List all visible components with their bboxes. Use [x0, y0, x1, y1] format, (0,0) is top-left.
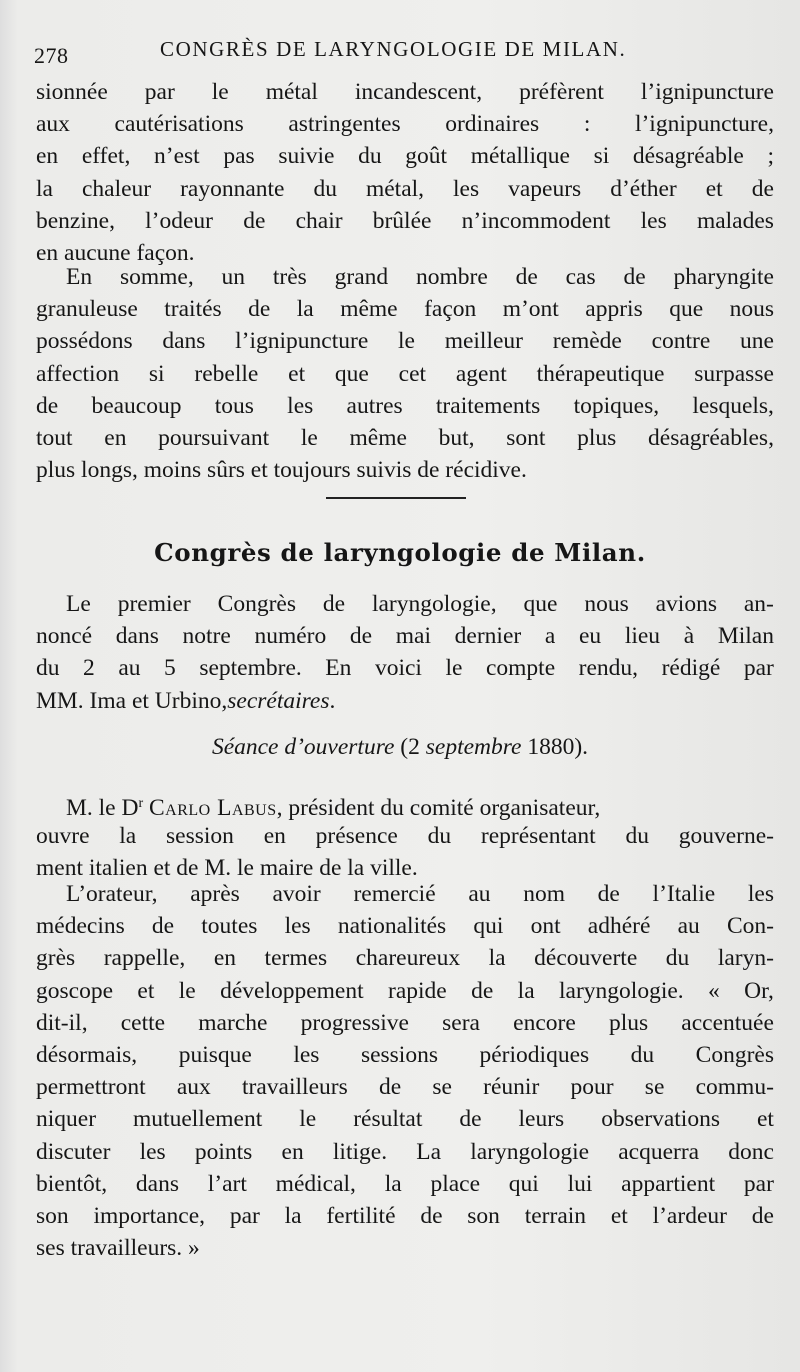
word: se: [432, 1074, 452, 1101]
word: autres: [346, 392, 403, 419]
word: par: [144, 79, 175, 105]
word: tous: [214, 392, 254, 419]
word: sessions: [360, 1041, 438, 1068]
word: discuter: [36, 1138, 111, 1165]
text-line: [36, 588, 774, 620]
session-date-part: (2: [394, 734, 426, 760]
word: traités: [164, 296, 222, 323]
word: du: [313, 175, 337, 202]
word: n’est: [154, 143, 200, 170]
text-line: [36, 358, 774, 390]
word: acquerra: [618, 1138, 700, 1165]
word: de: [151, 913, 175, 940]
session-month: septembre: [425, 734, 522, 760]
word: n’incommodent: [461, 207, 611, 234]
word: plus: [577, 424, 617, 451]
paragraph-continuation: [36, 76, 774, 269]
word: en: [36, 143, 59, 170]
word: si: [593, 143, 610, 170]
word: façon: [424, 296, 477, 323]
word: sont: [506, 424, 546, 451]
text-line: [36, 652, 774, 684]
word: cet: [398, 360, 427, 387]
word: Congrès: [217, 591, 296, 617]
text-line: [36, 325, 774, 357]
word: goscope: [36, 977, 114, 1004]
word: l’odeur: [145, 207, 214, 234]
paragraph-intro: [36, 588, 774, 717]
word: rebelle: [194, 360, 259, 387]
word: dernier: [454, 623, 522, 650]
word: adhéré: [587, 913, 651, 940]
word: développement: [220, 977, 364, 1004]
word: 5: [164, 655, 176, 682]
word: de: [623, 264, 646, 290]
word: désormais,: [36, 1041, 138, 1068]
word: permettront: [36, 1074, 146, 1101]
word: rendu,: [578, 655, 639, 682]
word: du: [625, 823, 649, 850]
text-line: [36, 140, 774, 172]
word: métallique: [470, 143, 570, 170]
word: agent: [455, 360, 507, 387]
word: «: [708, 977, 720, 1004]
word: au: [468, 881, 491, 907]
word: plus: [608, 1009, 649, 1036]
word: les: [747, 881, 774, 907]
word: but,: [438, 424, 475, 451]
text-line: ses travailleurs. »: [36, 1235, 200, 1262]
word: traitements: [435, 392, 541, 419]
word: métal: [265, 79, 318, 105]
word: le: [445, 655, 463, 682]
word: réunir: [483, 1074, 540, 1101]
word: compte: [485, 655, 556, 682]
word: premier: [117, 591, 191, 617]
session-title: Séance d’ouverture: [211, 734, 395, 760]
running-head: CONGRÈS DE LARYNGOLOGIE DE MILAN.: [160, 37, 627, 61]
word: mai: [395, 623, 432, 650]
text-line: [36, 76, 774, 108]
word: et: [137, 977, 155, 1004]
word: pharyngite: [673, 264, 774, 290]
person-name: Carlo Labus: [149, 795, 277, 821]
word: pas: [223, 143, 255, 170]
word: session: [166, 823, 234, 850]
word: Con-: [726, 913, 774, 940]
word: de: [459, 1106, 482, 1133]
section-divider: [326, 497, 466, 499]
word: topiques,: [573, 392, 660, 419]
word: fertilité: [326, 1202, 396, 1229]
page-number: 278: [34, 43, 69, 68]
word: lui: [567, 1170, 593, 1197]
word: de: [515, 264, 538, 290]
word: observations: [601, 1106, 720, 1133]
text-line: [36, 390, 774, 422]
page-header: [34, 33, 760, 68]
word: sera: [442, 1009, 480, 1036]
word: la: [296, 296, 314, 323]
word: possédons: [36, 328, 133, 355]
text-line: en aucune façon.: [36, 239, 195, 266]
word: importance,: [93, 1202, 206, 1229]
word: le: [211, 79, 229, 105]
word: l’Italie: [652, 881, 716, 907]
text-line: [36, 620, 774, 652]
word: de: [248, 296, 271, 323]
word: résultat: [353, 1106, 423, 1133]
word: que: [523, 591, 558, 617]
word: un: [221, 264, 246, 290]
word: de: [378, 1074, 402, 1101]
word: somme,: [119, 264, 194, 290]
text-line: [36, 108, 774, 140]
word: avions: [655, 591, 717, 617]
text-fragment-italic: secrétaires: [227, 687, 330, 714]
word: découverte: [534, 945, 638, 972]
word: rapide: [388, 977, 447, 1004]
text-line: [36, 910, 774, 942]
word: dans: [162, 328, 206, 355]
word: toutes: [201, 913, 258, 940]
word: les: [287, 392, 314, 419]
word: le: [398, 328, 415, 355]
word: chair: [295, 207, 343, 234]
word: du: [36, 655, 60, 682]
word: Le: [66, 591, 91, 617]
word: l’ardeur: [652, 1202, 727, 1229]
text-line: [36, 1039, 774, 1071]
word: le: [300, 424, 318, 451]
word: 2: [83, 655, 95, 682]
word: et: [705, 175, 723, 202]
word: en: [263, 823, 286, 850]
word: en: [213, 945, 236, 972]
text-line: [36, 788, 774, 820]
word: mutuellement: [133, 1106, 263, 1133]
word: encore: [513, 1009, 576, 1036]
word: chareureux: [355, 945, 461, 972]
word: son: [36, 1202, 69, 1229]
word: du: [427, 823, 452, 850]
text-line: [36, 820, 774, 852]
word: de: [420, 1202, 443, 1229]
word: son: [467, 1202, 500, 1229]
word: beaucoup: [91, 392, 182, 419]
word: nombre: [415, 264, 488, 290]
text-line: [36, 173, 774, 205]
word: les: [293, 1041, 320, 1068]
word: rappelle,: [103, 945, 186, 972]
word: le: [299, 1106, 317, 1133]
word: les: [284, 913, 311, 940]
word: au: [677, 913, 700, 940]
word: par: [743, 655, 774, 682]
word: désagréable: [632, 143, 744, 170]
text-line: [36, 1168, 774, 1200]
word: l’art: [207, 1170, 247, 1197]
word: laryngologie: [470, 1138, 590, 1165]
word: une: [740, 328, 774, 355]
word: de: [751, 175, 774, 202]
word: progressive: [300, 1009, 409, 1036]
word: an-: [743, 591, 774, 617]
word: les: [139, 1138, 166, 1165]
word: si: [148, 360, 165, 387]
word: du: [630, 1041, 655, 1068]
word: de: [471, 977, 494, 1004]
word: aux: [176, 1074, 211, 1101]
word: Congrès: [695, 1041, 774, 1068]
word: poursuivant: [158, 424, 270, 451]
word: travailleurs: [242, 1074, 348, 1101]
text-line: [36, 1136, 774, 1168]
word: dans: [135, 1170, 179, 1197]
word: septembre.: [199, 655, 302, 682]
word: même: [349, 424, 407, 451]
word: ouvre: [36, 823, 90, 850]
word: ordinaires: [445, 111, 540, 138]
word: l’ignipuncture: [640, 79, 774, 105]
word: dans: [115, 623, 159, 650]
word: de: [36, 392, 59, 419]
word: cette: [120, 1009, 166, 1036]
word: place: [430, 1170, 481, 1197]
word: et: [756, 1106, 774, 1133]
word: leurs: [518, 1106, 565, 1133]
word: ont: [530, 913, 561, 940]
word: chaleur: [81, 175, 152, 202]
word: cautérisations: [114, 111, 244, 138]
word: après: [190, 881, 240, 907]
word: grand: [334, 264, 389, 290]
word: du: [358, 143, 382, 170]
word: incandescent,: [354, 79, 483, 105]
text-line: [36, 422, 774, 454]
word: la: [284, 1202, 302, 1229]
word: La: [416, 1138, 442, 1165]
word: métal,: [365, 175, 425, 202]
word: la: [517, 977, 535, 1004]
word: lieu: [624, 623, 661, 650]
word: que: [669, 296, 704, 323]
word: de: [349, 623, 373, 650]
word: l’ignipuncture: [235, 328, 369, 355]
word: brûlée: [372, 207, 432, 234]
text-line: [36, 1103, 774, 1135]
word: au: [118, 655, 141, 682]
word: aux: [36, 111, 70, 138]
word: se: [644, 1074, 665, 1101]
word: la: [488, 945, 506, 972]
word: en: [281, 1138, 304, 1165]
text-fragment: MM. Ima et Urbino,: [36, 687, 228, 714]
word: points: [194, 1138, 253, 1165]
word: même: [340, 296, 398, 323]
word: grès: [36, 945, 76, 972]
word: bientôt,: [36, 1170, 108, 1197]
word: Or,: [744, 977, 774, 1004]
word: médecins: [36, 913, 125, 940]
paragraph-conclusion: [36, 261, 774, 486]
word: avoir: [272, 881, 321, 907]
word: d’éther: [610, 175, 677, 202]
word: notre: [182, 623, 231, 650]
word: Milan: [717, 623, 774, 650]
text-line: [36, 685, 774, 717]
word: gouverne-: [678, 823, 774, 850]
word: remède: [552, 328, 622, 355]
text-line: [36, 293, 774, 325]
word: marche: [198, 1009, 268, 1036]
word: périodiques: [479, 1041, 590, 1068]
word: a: [544, 623, 556, 650]
word: sionnée: [36, 79, 108, 105]
word: médical,: [275, 1170, 356, 1197]
word: En: [325, 655, 352, 682]
word: eu: [578, 623, 602, 650]
word: ;: [767, 143, 774, 170]
word: accentuée: [681, 1009, 774, 1036]
word: meilleur: [444, 328, 523, 355]
word: nous: [729, 296, 774, 323]
text-line: plus longs, moins sûrs et toujours suivis de récidive.: [36, 457, 527, 484]
word: laryngologie,: [371, 591, 497, 617]
word: puisque: [178, 1041, 252, 1068]
word: et: [610, 1202, 628, 1229]
word: les: [453, 175, 480, 202]
word: appris: [585, 296, 643, 323]
text-fragment: [66, 788, 600, 820]
word: nationalités: [337, 913, 447, 940]
word: de: [322, 591, 346, 617]
word: par: [743, 1170, 774, 1197]
word: nous: [584, 591, 629, 617]
word: la: [119, 823, 137, 850]
word: cas: [565, 264, 596, 290]
word: pour: [570, 1074, 614, 1101]
paragraph-opening: [36, 788, 774, 885]
word: représentant: [480, 823, 596, 850]
text-line: [36, 1007, 774, 1039]
word: de: [751, 1202, 774, 1229]
text-line: [36, 1071, 774, 1103]
word: effet,: [81, 143, 131, 170]
word: surpasse: [694, 360, 774, 387]
text-line: [36, 261, 774, 293]
word: vapeurs: [508, 175, 582, 202]
word: rayonnante: [180, 175, 285, 202]
word: laryn-: [717, 945, 774, 972]
word: :: [583, 111, 591, 138]
title-superscript: r: [138, 796, 144, 811]
word: thérapeutique: [536, 360, 665, 387]
word: le: [178, 977, 196, 1004]
word: remercié: [353, 881, 436, 907]
text-line: ment italien et de M. le maire de la ville.: [36, 855, 418, 882]
text-fragment: .: [329, 687, 336, 714]
word: goût: [405, 143, 448, 170]
word: lesquels,: [692, 392, 774, 419]
word: affection: [36, 360, 120, 387]
word: granuleuse: [36, 296, 138, 323]
word: commu-: [695, 1074, 774, 1101]
text-line: [36, 942, 774, 974]
section-title: Congrès de laryngologie de Milan.: [154, 538, 646, 567]
session-year: 1880).: [521, 734, 589, 760]
word: laryngologie.: [559, 977, 684, 1004]
word: l’ignipuncture,: [634, 111, 774, 138]
word: suivie: [278, 143, 335, 170]
word: qui: [473, 913, 504, 940]
word: de: [243, 207, 266, 234]
session-heading: [0, 734, 800, 761]
word: litige.: [332, 1138, 388, 1165]
word: du: [665, 945, 690, 972]
word: benzine,: [36, 207, 115, 234]
word: voici: [374, 655, 422, 682]
word: la: [384, 1170, 402, 1197]
word: la: [36, 175, 53, 202]
title-abbrev: M. le D: [66, 795, 139, 821]
word: que: [334, 360, 369, 387]
word: En: [66, 264, 93, 290]
text-line: [36, 975, 774, 1007]
word: de: [597, 881, 620, 907]
word: qui: [508, 1170, 539, 1197]
text-line: [36, 1200, 774, 1232]
word: termes: [264, 945, 328, 972]
word: présence: [315, 823, 398, 850]
word: dit-il,: [36, 1009, 88, 1036]
word: par: [229, 1202, 260, 1229]
word: tout: [36, 424, 73, 451]
word: en: [104, 424, 127, 451]
word: préfèrent: [519, 79, 604, 105]
word: malades: [696, 207, 774, 234]
paragraph-speech: [36, 878, 774, 1264]
word: niquer: [36, 1106, 97, 1133]
text-line: [36, 205, 774, 237]
word: appartient: [621, 1170, 716, 1197]
word: numéro: [254, 623, 327, 650]
word: m’ont: [502, 296, 559, 323]
word: et: [288, 360, 306, 387]
word: noncé: [36, 623, 93, 650]
word: les: [640, 207, 667, 234]
text-line: [36, 878, 774, 910]
word: rédigé: [661, 655, 721, 682]
word: terrain: [524, 1202, 587, 1229]
word: désagréables,: [648, 424, 774, 451]
word: donc: [728, 1138, 774, 1165]
text-fragment: , président du comité organisateur,: [276, 795, 601, 821]
word: contre: [651, 328, 711, 355]
word: nom: [523, 881, 565, 907]
word: astringentes: [288, 111, 401, 138]
word: à: [683, 623, 695, 650]
word: très: [272, 264, 307, 290]
word: L’orateur,: [66, 881, 158, 907]
